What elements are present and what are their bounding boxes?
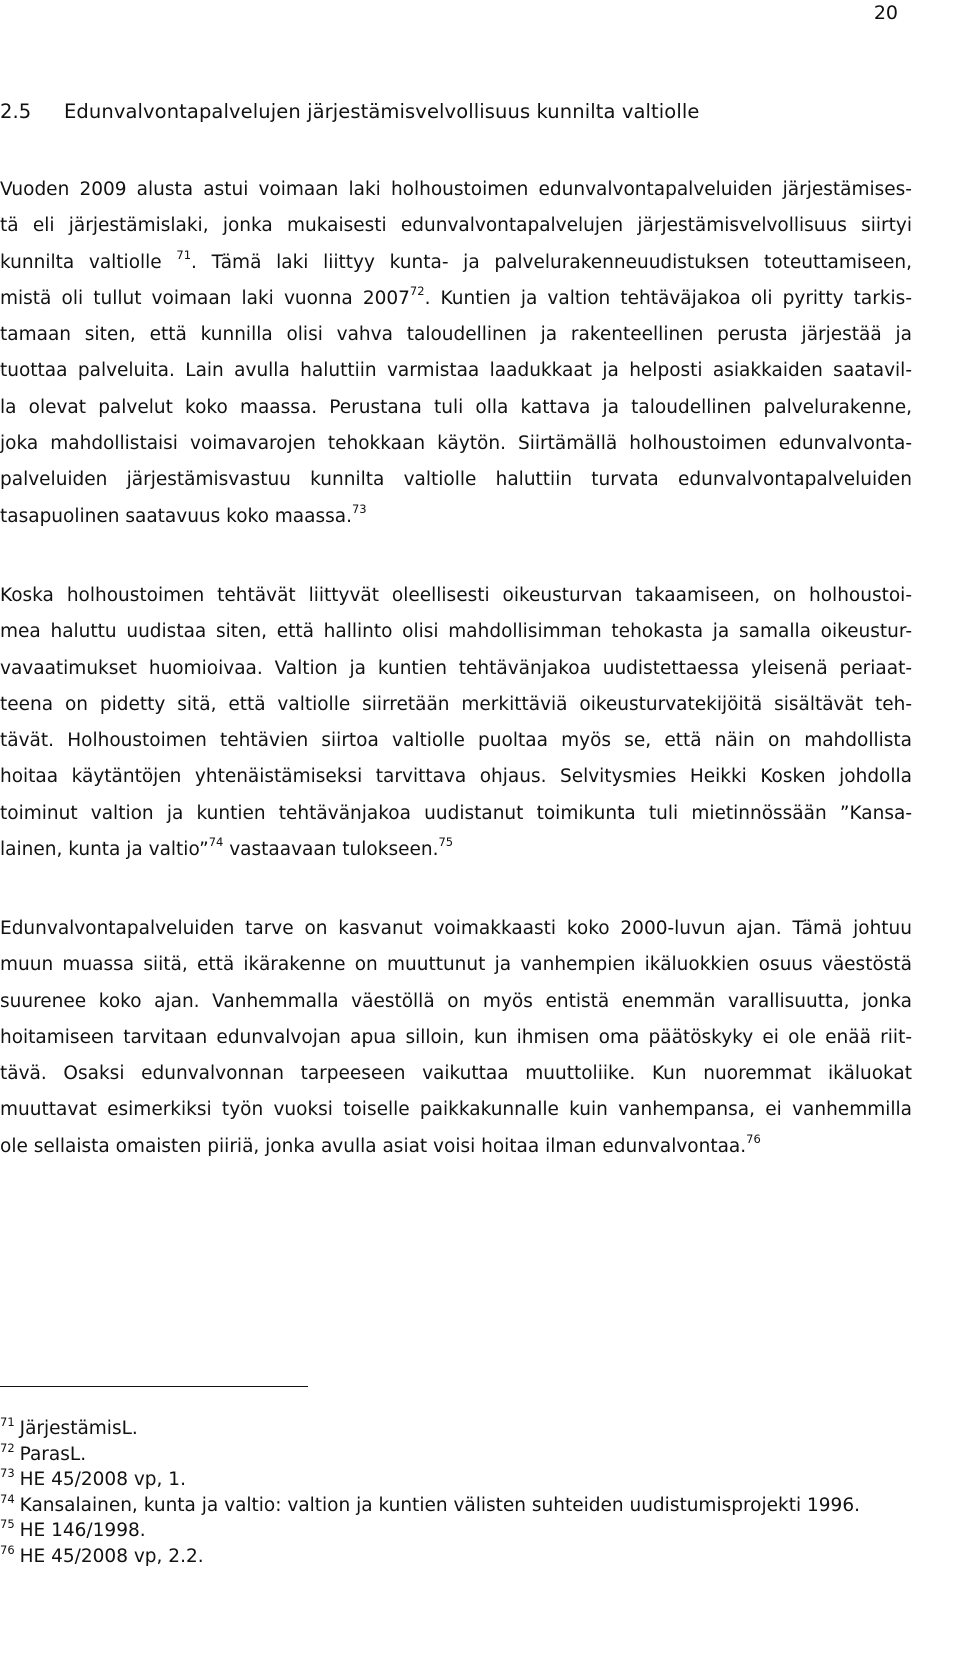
footnote-item	[0, 1493, 940, 1519]
text-line	[0, 687, 912, 723]
text-line	[0, 1056, 912, 1092]
section-heading	[0, 100, 940, 123]
line-text: teena on pidetty sitä, että valtiolle siirretään merkittäviä oikeusturvatekijöitä sisältävät teh-	[0, 693, 912, 715]
text-line	[0, 281, 912, 317]
line-text: muuttavat esimerkiksi työn vuoksi toiselle paikkakunnalle kuin vanhempansa, ei vanhemmilla	[0, 1099, 912, 1121]
line-text: . Kuntien ja valtion tehtäväjakoa oli pyritty tarkis-	[424, 287, 912, 309]
footnote-separator	[0, 1386, 308, 1387]
line-text: mea haluttu uudistaa siten, että hallinto olisi mahdollisimman tehokasta ja samalla oikeustur-	[0, 621, 912, 643]
line-text: hoitamiseen tarvitaan edunvalvojan apua silloin, kun ihmisen oma päätöskyky ei ole enää riit-	[0, 1026, 912, 1048]
line-text: joka mahdollistaisi voimavarojen tehokkaan käytön. Siirtämällä holhoustoimen edunvalvonta-	[0, 433, 912, 455]
line-text: lainen, kunta ja valtio”	[0, 839, 209, 861]
text-line	[0, 614, 912, 650]
line-text: hoitaa käytäntöjen yhtenäistämiseksi tarvittava ohjaus. Selvitysmies Heikki Kosken johdolla	[0, 766, 912, 788]
line-text: vastaavaan tulokseen.	[223, 839, 439, 861]
text-line	[0, 723, 912, 759]
text-line	[0, 317, 912, 353]
footnote-item	[0, 1518, 940, 1544]
text-line	[0, 1092, 912, 1128]
text-line	[0, 651, 912, 687]
line-text: tamaan siten, että kunnilla olisi vahva taloudellinen ja rakenteellinen perusta järjestää ja	[0, 324, 912, 346]
footnote-reference: 73	[351, 501, 367, 516]
text-line	[0, 984, 912, 1020]
line-text: vavaatimukset huomioivaa. Valtion ja kuntien tehtävänjakoa uudistettaessa yleisenä periaat-	[0, 657, 912, 679]
text-line	[0, 462, 912, 498]
line-text: suurenee koko ajan. Vanhemmalla väestöllä on myös entistä enemmän varallisuutta, jonka	[0, 990, 912, 1012]
footnote-number: 71	[0, 1415, 15, 1429]
footnote-list	[0, 1416, 940, 1569]
text-line	[0, 796, 912, 832]
footnote-number: 73	[0, 1466, 15, 1480]
line-text: kunnilta valtiolle	[0, 251, 177, 273]
footnote-number: 76	[0, 1542, 15, 1557]
line-text: tasapuolinen saatavuus koko maassa.	[0, 505, 352, 527]
text-line	[0, 245, 912, 281]
footnote-item	[0, 1416, 940, 1442]
text-line	[0, 1129, 912, 1165]
section-number: 2.5	[0, 100, 32, 123]
text-line	[0, 1020, 912, 1056]
footnote-text: JärjestämisL.	[19, 1418, 138, 1439]
line-text: ole sellaista omaisten piiriä, jonka avulla asiat voisi hoitaa ilman edunvalvontaa.	[0, 1135, 747, 1157]
text-line	[0, 208, 912, 244]
text-line	[0, 578, 912, 614]
footnote-number: 72	[0, 1440, 15, 1455]
footnote-reference: 74	[208, 835, 224, 850]
footnote-text: ParasL.	[19, 1443, 87, 1465]
section-title: Edunvalvontapalvelujen järjestämisvelvollisuus kunnilta valtiolle	[64, 100, 700, 123]
text-line	[0, 832, 912, 868]
line-text: toiminut valtion ja kuntien tehtävänjakoa uudistanut toimikunta tuli mietinnössään ”Kansa-	[0, 802, 912, 824]
text-line	[0, 426, 912, 462]
text-line	[0, 499, 912, 535]
line-text: muun muassa siitä, että ikärakenne on muuttunut ja vanhempien ikäluokkien osuus väestöstä	[0, 954, 912, 976]
footnote-text: HE 45/2008 vp, 1.	[19, 1469, 186, 1490]
text-line	[0, 390, 912, 426]
line-text: palveluiden järjestämisvastuu kunnilta valtiolle haluttiin turvata edunvalvontapalveluiden	[0, 469, 912, 491]
line-text: tä eli järjestämislaki, jonka mukaisesti edunvalvontapalvelujen järjestämisvelvollisuus siirtyi	[0, 215, 912, 237]
footnote-item	[0, 1442, 940, 1468]
text-line	[0, 353, 912, 389]
footnote-reference: 72	[409, 283, 425, 298]
line-text: tävä. Osaksi edunvalvonnan tarpeeseen vaikuttaa muuttoliike. Kun nuoremmat ikäluokat	[0, 1063, 912, 1085]
text-line	[0, 759, 912, 795]
footnote-text: HE 45/2008 vp, 2.2.	[19, 1545, 204, 1567]
footnote-reference: 76	[746, 1131, 761, 1146]
line-text: tävät. Holhoustoimen tehtävien siirtoa valtiolle puoltaa myös se, että näin on mahdollista	[0, 730, 912, 752]
line-text: . Tämä laki liittyy kunta- ja palvelurakenneuudistuksen toteuttamiseen,	[191, 251, 913, 273]
text-line	[0, 911, 912, 947]
footnote-item	[0, 1544, 940, 1570]
footnote-text: HE 146/1998.	[19, 1520, 146, 1541]
footnote-reference: 75	[438, 835, 454, 850]
body-paragraph	[0, 172, 912, 535]
page-number: 20	[873, 2, 898, 24]
footnote-reference: 71	[176, 247, 192, 262]
line-text: la olevat palvelut koko maassa. Perustana tuli olla kattava ja taloudellinen palvelurakenne,	[0, 396, 912, 418]
body-paragraph	[0, 578, 912, 868]
line-text: Edunvalvontapalveluiden tarve on kasvanut voimakkaasti koko 2000-luvun ajan. Tämä johtuu	[0, 918, 912, 939]
body-paragraph	[0, 911, 912, 1165]
text-line	[0, 172, 912, 208]
text-line	[0, 947, 912, 983]
footnote-number: 74	[0, 1491, 15, 1506]
line-text: Koska holhoustoimen tehtävät liittyvät oleellisesti oikeusturvan takaamiseen, on holhoustoi-	[0, 585, 912, 606]
line-text: tuottaa palveluita. Lain avulla haluttiin varmistaa laadukkaat ja helposti asiakkaiden saatavil-	[0, 360, 912, 382]
footnote-item	[0, 1467, 940, 1493]
footnote-text: Kansalainen, kunta ja valtio: valtion ja kuntien välisten suhteiden uudistumisprojekti 1996.	[19, 1494, 860, 1516]
line-text: mistä oli tullut voimaan laki vuonna 2007	[0, 287, 410, 309]
line-text: Vuoden 2009 alusta astui voimaan laki holhoustoimen edunvalvontapalveluiden järjestämises-	[0, 179, 912, 200]
footnote-number: 75	[0, 1517, 15, 1531]
